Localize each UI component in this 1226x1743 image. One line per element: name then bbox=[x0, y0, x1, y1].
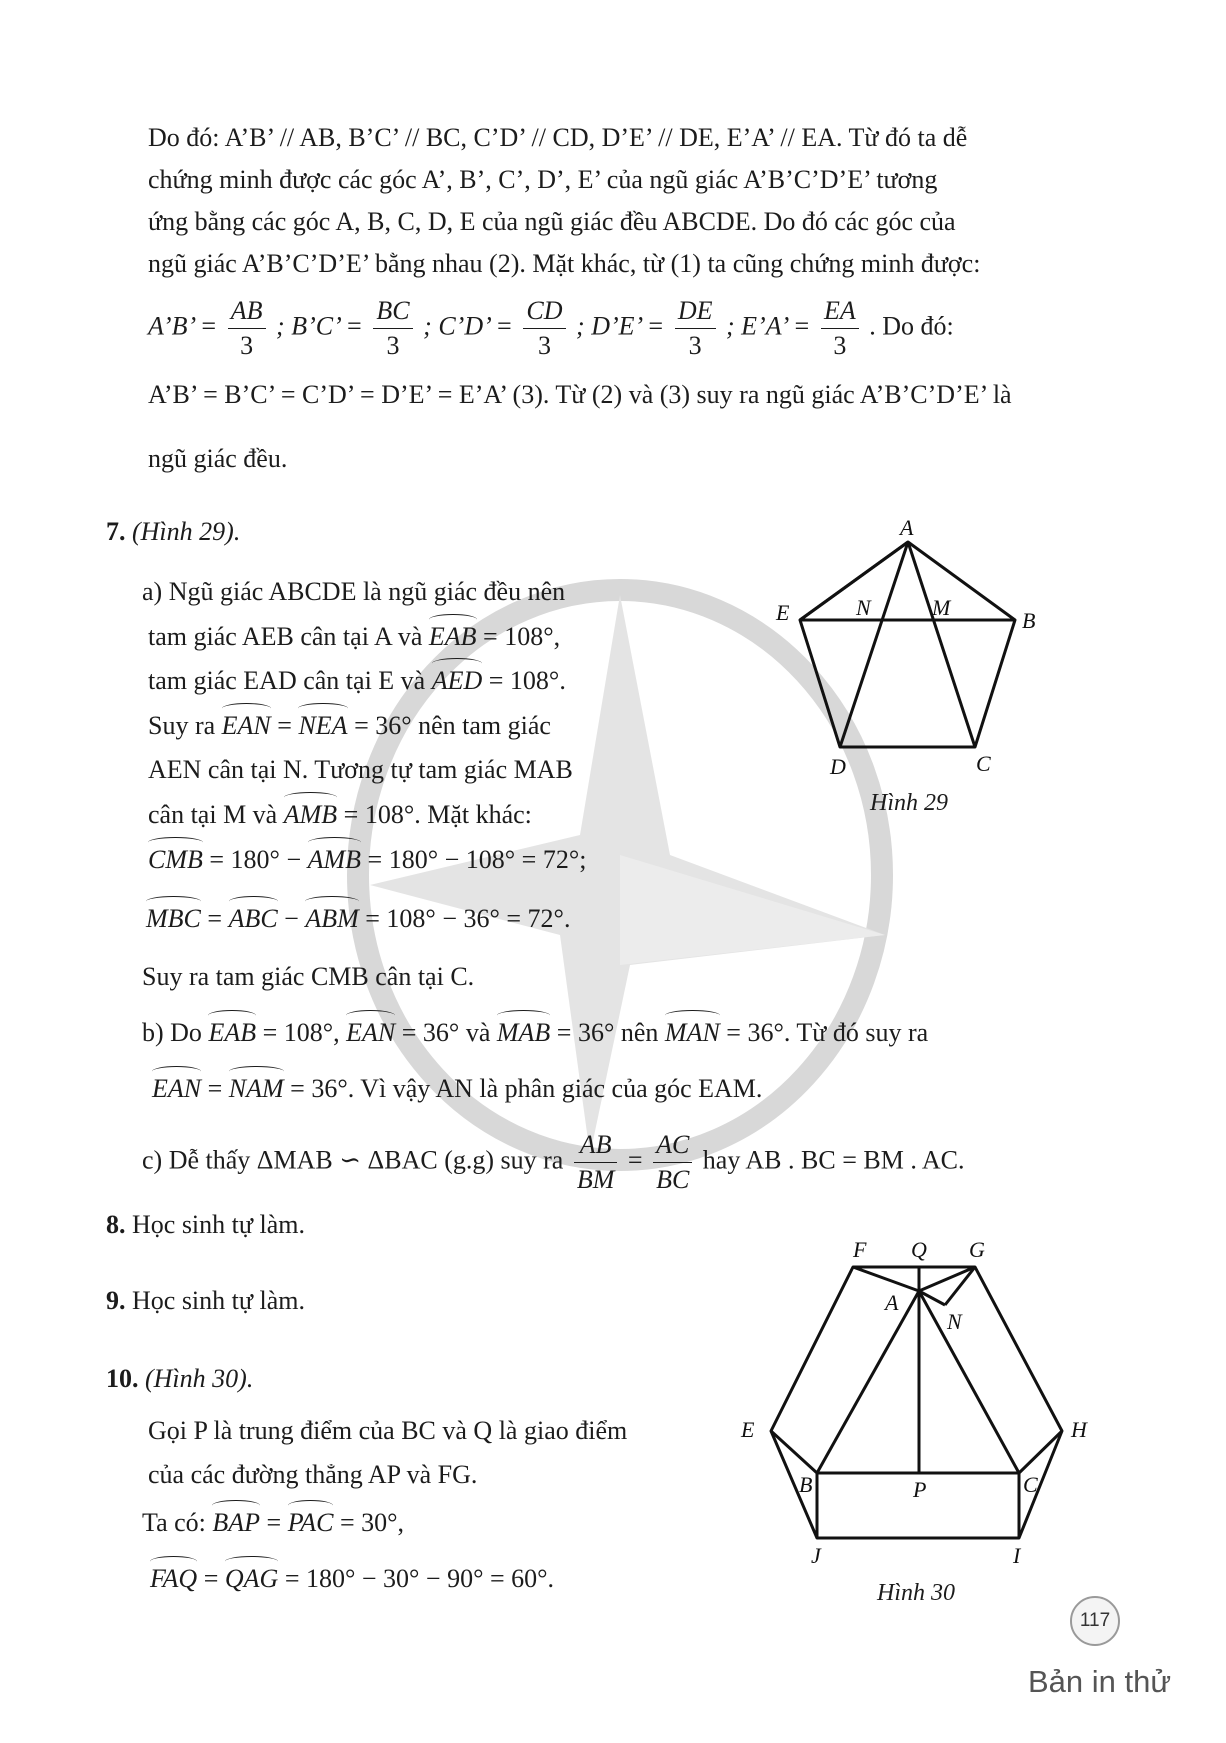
vertex-label: Q bbox=[911, 1237, 927, 1262]
text-fragment: = 36°. Từ đó suy ra bbox=[726, 1018, 929, 1047]
vertex-label: F bbox=[853, 1237, 867, 1262]
vertex-label: A bbox=[885, 1290, 899, 1315]
text-fragment: = 36° và bbox=[401, 1018, 491, 1047]
problem-number: 7. bbox=[106, 517, 126, 546]
vertex-label: M bbox=[932, 595, 951, 620]
text-fragment: − bbox=[284, 904, 299, 933]
angle-label: AMB bbox=[284, 798, 337, 832]
figure-caption: Hình 30 bbox=[877, 1580, 955, 1606]
vertex-label: B bbox=[1022, 608, 1036, 633]
text-line: A’B’ = B’C’ = C’D’ = D’E’ = E’A’ (3). Từ (2) và (3) suy ra ngũ giác A’B’C’D’E’ là bbox=[148, 380, 1012, 409]
problem-number: 9. bbox=[106, 1286, 126, 1315]
problem-number: 8. bbox=[106, 1210, 126, 1239]
text-fragment: = 108°. Mặt khác: bbox=[343, 800, 532, 829]
text-line bbox=[148, 664, 566, 698]
vertex-label: E bbox=[776, 600, 790, 625]
angle-label: NAM bbox=[229, 1072, 284, 1106]
text-line bbox=[142, 1128, 965, 1197]
text-line bbox=[148, 709, 551, 743]
vertex-label: C bbox=[976, 751, 991, 776]
fraction: $\frac{AB}{BM}$ bbox=[574, 1128, 618, 1197]
text-fragment: = 180° − bbox=[209, 845, 302, 874]
equation-lhs: ; E’A’ = bbox=[726, 311, 811, 341]
text-fragment: = 36°. Vì vậy AN là phân giác của góc EAM. bbox=[290, 1074, 763, 1103]
text-fragment: = 108°. bbox=[488, 666, 566, 695]
angle-label: EAN bbox=[222, 709, 271, 743]
text-line bbox=[148, 620, 560, 654]
vertex-label: G bbox=[969, 1237, 985, 1262]
angle-label: EAB bbox=[208, 1016, 256, 1050]
fraction: $\frac{DE}{3}$ bbox=[675, 294, 716, 363]
angle-label: EAB bbox=[429, 620, 477, 654]
text-fragment: . Do đó: bbox=[869, 311, 954, 341]
vertex-label: N bbox=[947, 1309, 962, 1334]
text-line: của các đường thẳng AP và FG. bbox=[148, 1460, 478, 1489]
angle-label: QAG bbox=[225, 1562, 278, 1596]
figure-30 bbox=[735, 1235, 1105, 1570]
angle-label: EAN bbox=[152, 1072, 201, 1106]
angle-label: MAN bbox=[665, 1016, 720, 1050]
text-fragment: = bbox=[207, 904, 223, 933]
angle-label: AED bbox=[432, 664, 483, 698]
text-fragment: Ta có: bbox=[142, 1508, 206, 1537]
vertex-label: I bbox=[1013, 1543, 1021, 1568]
text-fragment: = bbox=[203, 1564, 219, 1593]
text-fragment: = bbox=[207, 1074, 223, 1103]
page-number: 117 bbox=[1070, 1596, 1120, 1646]
text-line: chứng minh được các góc A’, B’, C’, D’, E’ của ngũ giác A’B’C’D’E’ tương bbox=[148, 165, 938, 194]
text-fragment: Suy ra bbox=[148, 711, 216, 740]
fraction: $\frac{CD}{3}$ bbox=[523, 294, 565, 363]
equation-lhs: A’B’ = bbox=[148, 311, 218, 341]
text-line: AEN cân tại N. Tương tự tam giác MAB bbox=[148, 755, 573, 784]
problem-text: Học sinh tự làm. bbox=[132, 1210, 305, 1239]
text-line: ứng bằng các góc A, B, C, D, E của ngũ giác đều ABCDE. Do đó các góc của bbox=[148, 207, 956, 236]
problem-8 bbox=[106, 1208, 305, 1242]
angle-label: MAB bbox=[497, 1016, 550, 1050]
text-fragment: = bbox=[277, 711, 292, 740]
text-fragment: = 30°, bbox=[339, 1508, 405, 1537]
angle-label: FAQ bbox=[150, 1562, 197, 1596]
equation-lhs: ; D’E’ = bbox=[576, 311, 665, 341]
figure-29 bbox=[760, 520, 1050, 780]
text-line: ngũ giác đều. bbox=[148, 444, 288, 473]
text-line bbox=[150, 1562, 554, 1596]
angle-label: BAP bbox=[212, 1506, 260, 1540]
vertex-label: A bbox=[900, 520, 914, 540]
text-fragment: tam giác EAD cân tại E và bbox=[148, 666, 426, 695]
problem-text: Học sinh tự làm. bbox=[132, 1286, 305, 1315]
text-line: ngũ giác A’B’C’D’E’ bằng nhau (2). Mặt khác, từ (1) ta cũng chứng minh được: bbox=[148, 249, 981, 278]
angle-label: NEA bbox=[298, 709, 347, 743]
problem-9 bbox=[106, 1284, 305, 1318]
fraction: $\frac{EA}{3}$ bbox=[821, 294, 859, 363]
problem-7-heading bbox=[106, 515, 240, 549]
text-line bbox=[148, 798, 532, 832]
angle-label: ABC bbox=[229, 902, 278, 936]
angle-label: CMB bbox=[148, 843, 203, 877]
text-fragment: c) Dễ thấy ΔMAB ∽ ΔBAC (g.g) suy ra bbox=[142, 1145, 564, 1175]
text-fragment: = 108°, bbox=[483, 622, 561, 651]
vertex-label: P bbox=[913, 1477, 927, 1502]
angle-label: EAN bbox=[346, 1016, 395, 1050]
proof-print-label: Bản in thử bbox=[1028, 1664, 1172, 1699]
text-fragment: = 36° nên bbox=[556, 1018, 659, 1047]
text-line: Do đó: A’B’ // AB, B’C’ // BC, C’D’ // CD, D’E’ // DE, E’A’ // EA. Từ đó ta dễ bbox=[148, 123, 968, 152]
text-fragment: = 180° − 30° − 90° = 60°. bbox=[284, 1564, 555, 1593]
figure-reference: (Hình 30). bbox=[145, 1364, 254, 1393]
text-line bbox=[142, 1506, 404, 1540]
vertex-label: C bbox=[1023, 1472, 1038, 1497]
text-line bbox=[148, 843, 586, 877]
equation-lhs: ; B’C’ = bbox=[276, 311, 363, 341]
angle-label: PAC bbox=[288, 1506, 334, 1540]
figure-reference: (Hình 29). bbox=[132, 517, 241, 546]
vertex-label: E bbox=[741, 1417, 755, 1442]
text-fragment: b) Do bbox=[142, 1018, 202, 1047]
text-fragment: = 180° − 108° = 72°; bbox=[367, 845, 587, 874]
text-fragment: = bbox=[266, 1508, 282, 1537]
text-line bbox=[152, 1072, 762, 1106]
vertex-label: J bbox=[811, 1543, 821, 1568]
text-fragment: tam giác AEB cân tại A và bbox=[148, 622, 423, 651]
text-line: Gọi P là trung điểm của BC và Q là giao điểm bbox=[148, 1416, 628, 1445]
vertex-label: B bbox=[799, 1472, 813, 1497]
text-fragment: = 36° nên tam giác bbox=[354, 711, 551, 740]
text-fragment: hay AB . BC = BM . AC. bbox=[702, 1145, 965, 1175]
fraction-equations-line bbox=[148, 294, 954, 363]
fraction: $\frac{AB}{3}$ bbox=[228, 294, 266, 363]
text-line: Suy ra tam giác CMB cân tại C. bbox=[142, 962, 475, 991]
vertex-label: D bbox=[830, 754, 846, 779]
text-fragment: = 108° − 36° = 72°. bbox=[365, 904, 571, 933]
fraction: $\frac{BC}{3}$ bbox=[373, 294, 412, 363]
problem-number: 10. bbox=[106, 1364, 139, 1393]
angle-label: AMB bbox=[308, 843, 361, 877]
text-line: a) Ngũ giác ABCDE là ngũ giác đều nên bbox=[142, 577, 566, 606]
text-line bbox=[146, 902, 570, 936]
angle-label: ABM bbox=[305, 902, 358, 936]
fraction: $\frac{AC}{BC}$ bbox=[653, 1128, 692, 1197]
text-fragment: cân tại M và bbox=[148, 800, 278, 829]
text-fragment: = bbox=[627, 1145, 643, 1175]
equation-lhs: ; C’D’ = bbox=[423, 311, 513, 341]
text-line bbox=[142, 1016, 928, 1050]
angle-label: MBC bbox=[146, 902, 201, 936]
problem-10-heading bbox=[106, 1362, 253, 1396]
vertex-label: H bbox=[1071, 1417, 1087, 1442]
vertex-label: N bbox=[856, 595, 871, 620]
text-fragment: = 108°, bbox=[262, 1018, 340, 1047]
figure-caption: Hình 29 bbox=[870, 790, 948, 816]
